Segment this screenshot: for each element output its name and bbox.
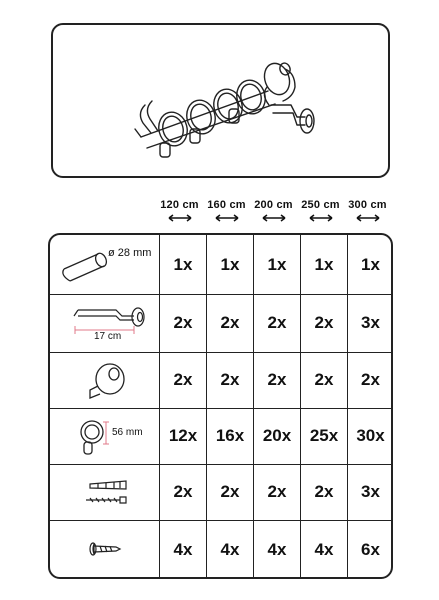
quantity-cell: 2x bbox=[173, 313, 193, 332]
parts-table bbox=[48, 233, 393, 579]
quantity-cell: 1x bbox=[220, 254, 240, 274]
size-column-300 bbox=[344, 199, 391, 222]
quantity-cell: 1x bbox=[361, 254, 380, 274]
item-cell bbox=[50, 408, 160, 464]
quantity-cell: 3x bbox=[361, 313, 380, 332]
quantity-cell: 4x bbox=[267, 539, 287, 559]
double-arrow-icon bbox=[261, 214, 287, 222]
quantity-cell: 1x bbox=[267, 254, 287, 274]
table-row-ring bbox=[50, 408, 391, 464]
size-label: 250 cm bbox=[301, 199, 340, 211]
size-column-250 bbox=[297, 199, 344, 222]
quantity-cell: 2x bbox=[220, 482, 240, 501]
quantity-cell: 3x bbox=[361, 482, 380, 501]
table-row-screws bbox=[50, 520, 391, 579]
item-cell bbox=[50, 235, 160, 294]
bracket-icon bbox=[50, 294, 160, 352]
rod-icon bbox=[50, 235, 160, 294]
size-label: 300 cm bbox=[348, 199, 387, 211]
size-label: 120 cm bbox=[160, 199, 199, 211]
item-cell bbox=[50, 352, 160, 408]
quantity-cell: 4x bbox=[314, 539, 334, 559]
table-row-finial bbox=[50, 352, 391, 408]
quantity-cell: 2x bbox=[267, 370, 287, 389]
quantity-cell: 16x bbox=[215, 426, 245, 445]
quantity-cell: 2x bbox=[220, 313, 240, 332]
quantity-cell: 2x bbox=[314, 370, 334, 389]
table-row-rod bbox=[50, 235, 391, 294]
rod-diameter-label: ø 28 mm bbox=[108, 247, 152, 259]
quantity-cell: 25x bbox=[309, 426, 339, 445]
quantity-cell: 12x bbox=[168, 426, 198, 445]
double-arrow-icon bbox=[214, 214, 240, 222]
size-column-120 bbox=[156, 199, 203, 222]
size-column-200 bbox=[250, 199, 297, 222]
item-cell bbox=[50, 294, 160, 352]
quantity-cell: 2x bbox=[267, 313, 287, 332]
quantity-cell: 2x bbox=[267, 482, 287, 501]
quantity-cell: 4x bbox=[220, 539, 240, 559]
wall-plug-screw-icon bbox=[50, 464, 160, 520]
screw-icon bbox=[50, 520, 160, 579]
bracket-length-label: 17 cm bbox=[94, 331, 122, 342]
table-row-wall-plugs bbox=[50, 464, 391, 520]
product-illustration bbox=[51, 23, 390, 178]
double-arrow-icon bbox=[308, 214, 334, 222]
size-label: 160 cm bbox=[207, 199, 246, 211]
quantity-cell: 2x bbox=[173, 370, 193, 389]
quantity-cell: 30x bbox=[356, 426, 385, 445]
size-label: 200 cm bbox=[254, 199, 293, 211]
quantity-cell: 2x bbox=[314, 313, 334, 332]
ring-diameter-label: 56 mm bbox=[112, 427, 143, 438]
quantity-cell: 4x bbox=[173, 539, 193, 559]
table-row-bracket bbox=[50, 294, 391, 352]
quantity-cell: 1x bbox=[173, 254, 193, 274]
quantity-cell: 2x bbox=[220, 370, 240, 389]
quantity-cell: 20x bbox=[262, 426, 292, 445]
ring-icon bbox=[50, 408, 160, 464]
quantity-cell: 6x bbox=[361, 539, 380, 559]
double-arrow-icon bbox=[167, 214, 193, 222]
quantity-cell: 1x bbox=[314, 254, 334, 274]
quantity-cell: 2x bbox=[173, 482, 193, 501]
quantity-cell: 2x bbox=[314, 482, 334, 501]
item-cell bbox=[50, 520, 160, 579]
item-cell bbox=[50, 464, 160, 520]
curtain-rod-illustration-icon bbox=[53, 25, 392, 180]
size-column-160 bbox=[203, 199, 250, 222]
finial-icon bbox=[50, 352, 160, 408]
length-header bbox=[156, 199, 391, 231]
double-arrow-icon bbox=[355, 214, 381, 222]
quantity-cell: 2x bbox=[361, 370, 380, 389]
